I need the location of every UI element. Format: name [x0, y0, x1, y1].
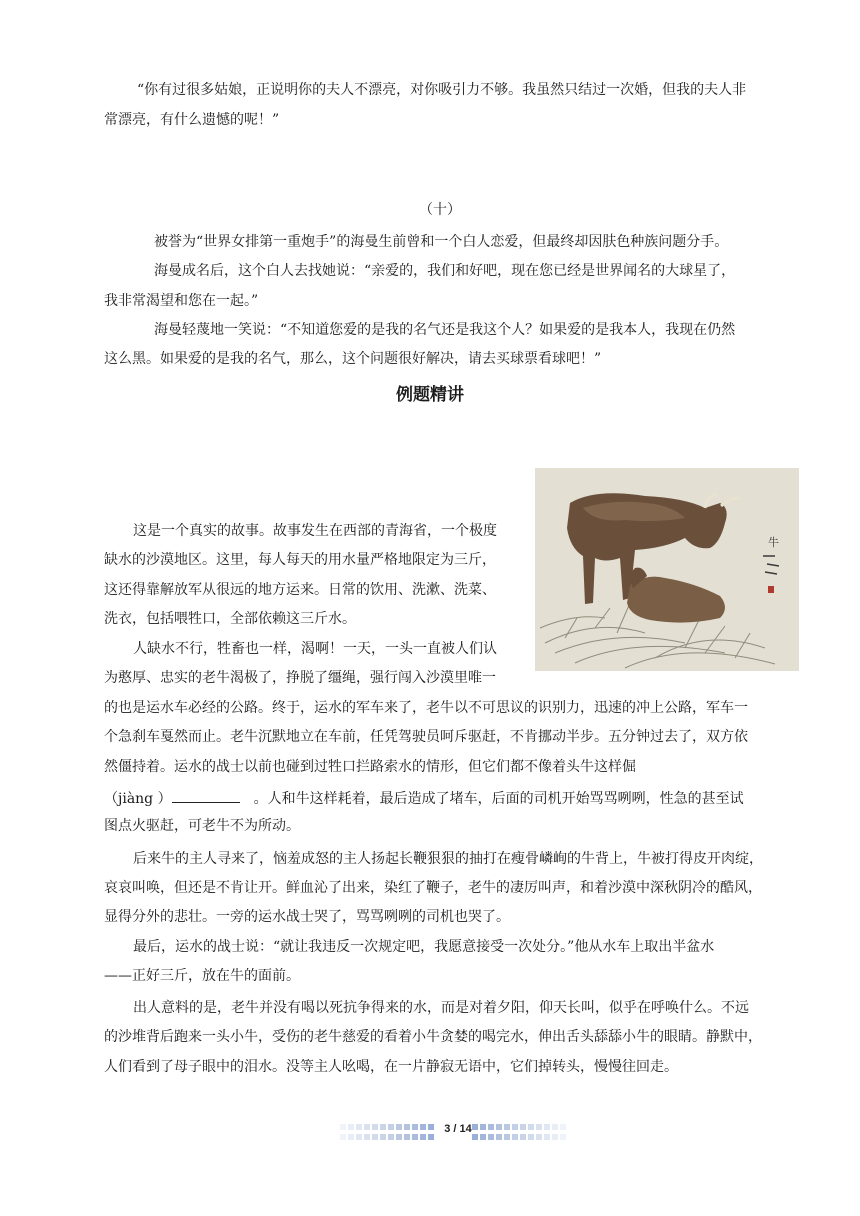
story-p2-line-7: 图点火驱赶，可老牛不为所动。	[104, 818, 300, 834]
section-title: （十）	[419, 202, 461, 218]
story-p5-line-2: 的沙堆背后跑来一头小牛，受伤的老牛慈爱的看着小牛贪婪的喝完水，伸出舌头舔舔小牛的眼睛。静默中，	[104, 1029, 762, 1045]
cow-calf-illustration	[535, 468, 799, 671]
pinyin-blank-line	[104, 787, 744, 809]
story-p3-line-3: 显得分外的悲壮。一旁的运水战士哭了，骂骂咧咧的司机也哭了。	[104, 909, 510, 925]
story-p2-line-1: 人缺水不行，牲畜也一样，渴啊！一天，一头一直被人们认	[133, 641, 497, 657]
page-number: 3 / 14	[444, 1123, 472, 1135]
story-p3-line-2: 哀哀叫唤，但还是不肯让开。鲜血沁了出来，染红了鞭子，老牛的凄厉叫声，和着沙漠中深秋阴冷的酷风，	[104, 880, 762, 896]
story-p2-line-2: 为憨厚、忠实的老牛渴极了，挣脱了缰绳，强行闯入沙漠里唯一	[104, 670, 496, 686]
story-p2-line-5: 然僵持着。运水的战士以前也碰到过牲口拦路索水的情形，但它们都不像着头牛这样倔	[104, 759, 636, 775]
story-p1-line-1: 这是一个真实的故事。故事发生在西部的青海省，一个极度	[133, 523, 497, 539]
story-p4-line-1: 最后，运水的战士说：“就让我违反一次规定吧，我愿意接受一次处分。”他从水车上取出半盆水	[133, 939, 715, 955]
intro-line-2: 常漂亮，有什么遗憾的呢！”	[104, 112, 280, 128]
intro-line-1: “你有过很多姑娘，正说明你的夫人不漂亮，对你吸引力不够。我虽然只结过一次婚，但我的夫人非	[137, 82, 747, 98]
section-line-3: 我非常渴望和您在一起。”	[104, 293, 259, 309]
section-line-5: 这么黑。如果爱的是我的名气，那么，这个问题很好解决，请去买球票看球吧！”	[104, 351, 602, 367]
cow-painting	[535, 468, 799, 671]
story-p5-line-1: 出人意料的是，老牛并没有喝以死抗争得来的水，而是对着夕阳，仰天长叫，似乎在呼唤什么。不远	[133, 1000, 749, 1016]
painting-seal-text: 牛	[768, 536, 779, 549]
section-line-4: 海曼轻蔑地一笑说：“不知道您爱的是我的名气还是我这个人？如果爱的是我本人，我现在仍然	[154, 322, 736, 338]
section-line-2: 海曼成名后，这个白人去找她说：“亲爱的，我们和好吧，现在您已经是世界闻名的大球星了，	[154, 263, 736, 279]
story-p2-line-6: 。人和牛这样耗着，最后造成了堵车，后面的司机开始骂骂咧咧，性急的甚至试	[253, 791, 744, 807]
story-p2-line-4: 个急刹车戛然而止。老牛沉默地立在车前，任凭驾驶员呵斥驱赶，不肯挪动半步。五分钟过去了，双方依	[104, 729, 748, 745]
pinyin-label: （jiàng ）	[104, 791, 172, 807]
fill-in-blank[interactable]	[172, 787, 240, 803]
story-p1-line-4: 洗衣，包括喂牲口，全部依赖这三斤水。	[104, 611, 356, 627]
story-p3-line-1: 后来牛的主人寻来了，恼羞成怒的主人扬起长鞭狠狠的抽打在瘦骨嶙峋的牛背上，牛被打得皮开肉绽，	[133, 851, 763, 867]
story-p1-line-3: 这还得靠解放军从很远的地方运来。日常的饮用、洗漱、洗菜、	[104, 582, 496, 598]
section-line-1: 被誉为“世界女排第一重炮手”的海曼生前曾和一个白人恋爱，但最终却因肤色种族问题分手。	[154, 234, 729, 250]
page-heading: 例题精讲	[396, 385, 464, 405]
story-p4-line-2: ——正好三斤，放在牛的面前。	[104, 968, 300, 984]
story-p2-line-3: 的也是运水车必经的公路。终于，运水的军车来了，老牛以不可思议的识别力，迅速的冲上公路，军车一	[104, 700, 748, 716]
story-p5-line-3: 人们看到了母子眼中的泪水。没等主人吆喝，在一片静寂无语中，它们掉转头，慢慢往回走。	[104, 1059, 678, 1075]
story-p1-line-2: 缺水的沙漠地区。这里，每人每天的用水量严格地限定为三斤，	[104, 552, 496, 568]
